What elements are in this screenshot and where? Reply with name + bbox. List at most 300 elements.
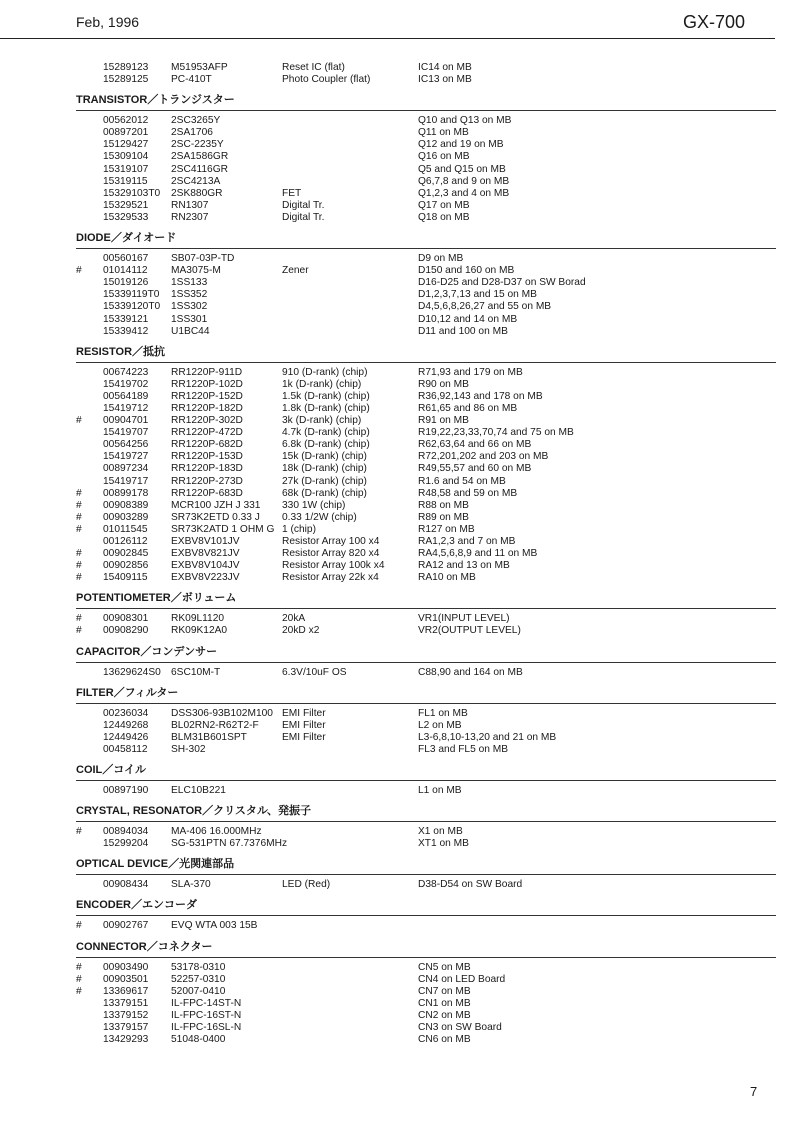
- part-description: 2SC4213A: [171, 175, 221, 187]
- part-number: 00903501: [103, 973, 149, 985]
- part-location: R72,201,202 and 203 on MB: [418, 451, 549, 463]
- part-row: [76, 667, 776, 679]
- part-spec: 1.8k (D-rank) (chip): [282, 402, 370, 414]
- part-row: [76, 265, 776, 277]
- part-number: 12449268: [103, 719, 149, 731]
- part-description: RN1307: [171, 199, 209, 211]
- part-row: [76, 451, 776, 463]
- part-number: 15289125: [103, 74, 149, 86]
- part-location: CN4 on LED Board: [418, 973, 506, 985]
- safety-mark: #: [76, 560, 82, 572]
- part-row: [76, 1022, 776, 1034]
- section-divider: [76, 248, 776, 249]
- part-location: L2 on MB: [418, 719, 462, 731]
- part-location: Q1,2,3 and 4 on MB: [418, 187, 510, 199]
- part-number: 00908290: [103, 625, 149, 637]
- part-spec: 6.8k (D-rank) (chip): [282, 439, 370, 451]
- part-number: 00562012: [103, 115, 149, 127]
- part-number: 00899178: [103, 487, 149, 499]
- part-row: [76, 415, 776, 427]
- parts-list: [76, 62, 776, 1046]
- page-number: 7: [750, 1084, 758, 1099]
- safety-mark: #: [76, 548, 82, 560]
- part-description: RR1220P-182D: [171, 402, 243, 414]
- part-location: R71,93 and 179 on MB: [418, 366, 523, 378]
- part-number: 01014112: [103, 265, 148, 277]
- part-number: 15339121: [103, 313, 149, 325]
- part-row: [76, 1010, 776, 1022]
- part-number: 15419727: [103, 451, 149, 463]
- part-description: EXBV8V101JV: [171, 536, 240, 547]
- part-row: [76, 62, 776, 74]
- part-description: RR1220P-183D: [171, 463, 243, 475]
- part-spec: 910 (D-rank) (chip): [282, 366, 368, 378]
- parts-section: [76, 644, 776, 679]
- part-location: R61,65 and 86 on MB: [418, 402, 518, 414]
- part-location: CN6 on MB: [418, 1034, 471, 1046]
- part-location: VR2(OUTPUT LEVEL): [418, 625, 521, 637]
- part-number: 00902767: [103, 920, 149, 932]
- part-number: 15419702: [103, 378, 149, 390]
- part-row: [76, 500, 776, 512]
- part-description: 52257-0310: [171, 973, 226, 985]
- part-spec: Digital Tr.: [282, 211, 325, 223]
- part-location: R89 on MB: [418, 511, 469, 523]
- section-divider: [76, 874, 776, 875]
- part-number: 00904701: [103, 415, 149, 427]
- part-location: CN1 on MB: [418, 997, 471, 1009]
- part-location: CN3 on SW Board: [418, 1021, 502, 1033]
- part-row: [76, 367, 776, 379]
- part-spec: 20kA: [282, 613, 306, 625]
- section-title: TRANSISTOR／トランジスター: [76, 94, 235, 107]
- part-number: 00564189: [103, 390, 149, 402]
- part-row: [76, 625, 776, 637]
- part-spec: 330 1W (chip): [282, 499, 346, 511]
- part-row: [76, 427, 776, 439]
- part-spec: 6.3V/10uF OS: [282, 666, 347, 678]
- part-row: [76, 920, 776, 932]
- part-location: FL3 and FL5 on MB: [418, 743, 509, 755]
- part-description: RR1220P-683D: [171, 487, 243, 499]
- part-location: IC13 on MB: [418, 74, 472, 86]
- part-location: X1 on MB: [418, 826, 463, 838]
- part-location: FL1 on MB: [418, 707, 468, 719]
- part-description: EXBV8V821JV: [171, 548, 240, 560]
- part-description: RR1220P-911D: [171, 366, 243, 378]
- part-row: [76, 277, 776, 289]
- part-location: IC14 on MB: [418, 62, 472, 73]
- part-location: CN5 on MB: [418, 961, 471, 973]
- section-title: RESISTOR／抵抗: [76, 345, 166, 358]
- part-number: 15339412: [103, 325, 149, 337]
- part-description: 1SS302: [171, 301, 208, 313]
- safety-mark: #: [76, 415, 82, 427]
- part-number: 13429293: [103, 1034, 149, 1046]
- part-row: [76, 572, 776, 584]
- section-divider: [76, 110, 776, 111]
- part-description: 53178-0310: [171, 961, 226, 973]
- part-location: D9 on MB: [418, 253, 464, 265]
- part-row: [76, 289, 776, 301]
- parts-section: [76, 344, 776, 585]
- part-row: [76, 176, 776, 188]
- safety-mark: #: [76, 511, 82, 523]
- part-row: [76, 720, 776, 732]
- part-description: ELC10B221: [171, 785, 226, 797]
- part-description: U1BC44: [171, 325, 210, 337]
- part-number: 15019126: [103, 277, 149, 289]
- part-number: 15419717: [103, 475, 149, 487]
- part-spec: Reset IC (flat): [282, 62, 345, 73]
- section-divider: [76, 957, 776, 958]
- section-title: CAPACITOR／コンデンサー: [76, 645, 218, 658]
- part-description: 1SS301: [171, 313, 208, 325]
- part-row: [76, 962, 776, 974]
- part-row: [76, 74, 776, 86]
- part-row: [76, 115, 776, 127]
- part-spec: 20kD x2: [282, 625, 320, 637]
- part-description: BL02RN2-R62T2-F: [171, 719, 259, 731]
- part-number: 00894034: [103, 826, 149, 838]
- part-number: 15419707: [103, 427, 149, 439]
- part-spec: FET: [282, 187, 302, 199]
- part-row: [76, 826, 776, 838]
- part-number: 00126112: [103, 536, 148, 547]
- part-row: [76, 613, 776, 625]
- part-description: 2SC3265Y: [171, 115, 221, 127]
- part-number: 00903490: [103, 961, 149, 973]
- part-location: R19,22,23,33,70,74 and 75 on MB: [418, 427, 574, 439]
- part-description: 6SC10M-T: [171, 666, 221, 678]
- part-location: Q16 on MB: [418, 151, 470, 163]
- part-number: 15409115: [103, 572, 148, 584]
- part-description: SH-302: [171, 743, 206, 755]
- part-row: [76, 512, 776, 524]
- part-row: [76, 151, 776, 163]
- part-number: 15289123: [103, 62, 149, 73]
- part-description: SG-531PTN 67.7376MHz: [171, 838, 288, 850]
- part-number: 01011545: [103, 523, 148, 535]
- part-number: 00902856: [103, 560, 149, 572]
- parts-section: [76, 762, 776, 797]
- part-spec: Resistor Array 100k x4: [282, 560, 385, 572]
- part-spec: 4.7k (D-rank) (chip): [282, 427, 370, 439]
- part-description: RK09L1120: [171, 613, 225, 625]
- parts-section: [76, 590, 776, 637]
- part-description: 1SS352: [171, 289, 208, 301]
- part-row: [76, 974, 776, 986]
- part-location: L3-6,8,10-13,20 and 21 on MB: [418, 731, 557, 743]
- part-description: RR1220P-682D: [171, 439, 243, 451]
- section-title: CRYSTAL, RESONATOR／クリスタル、発振子: [76, 805, 311, 818]
- parts-section: [76, 230, 776, 338]
- part-number: 00236034: [103, 707, 149, 719]
- part-location: D1,2,3,7,13 and 15 on MB: [418, 289, 537, 301]
- section-divider: [76, 608, 776, 609]
- part-location: D4,5,6,8,26,27 and 55 on MB: [418, 301, 552, 313]
- part-row: [76, 986, 776, 998]
- part-location: R88 on MB: [418, 499, 469, 511]
- part-spec: 0.33 1/2W (chip): [282, 511, 357, 523]
- section-divider: [76, 703, 776, 704]
- part-spec: 15k (D-rank) (chip): [282, 451, 367, 463]
- part-row: [76, 732, 776, 744]
- part-description: 51048-0400: [171, 1034, 226, 1046]
- part-location: R90 on MB: [418, 378, 469, 390]
- parts-section: [76, 92, 776, 224]
- part-number: 00908389: [103, 499, 149, 511]
- part-number: 00560167: [103, 253, 149, 265]
- part-number: 13379152: [103, 1009, 149, 1021]
- part-spec: Resistor Array 820 x4: [282, 548, 380, 560]
- part-description: RR1220P-302D: [171, 415, 243, 427]
- part-location: RA1,2,3 and 7 on MB: [418, 536, 516, 547]
- part-number: 15329521: [103, 199, 149, 211]
- part-location: D16-D25 and D28-D37 on SW Borad: [418, 277, 586, 289]
- section-title: FILTER／フィルター: [76, 686, 179, 699]
- part-spec: Photo Coupler (flat): [282, 74, 371, 86]
- part-location: CN7 on MB: [418, 985, 471, 997]
- part-row: [76, 391, 776, 403]
- part-description: EXBV8V223JV: [171, 572, 240, 584]
- part-number: 13379151: [103, 997, 149, 1009]
- part-description: M51953AFP: [171, 62, 228, 73]
- part-number: 00564256: [103, 439, 149, 451]
- part-spec: 27k (D-rank) (chip): [282, 475, 367, 487]
- part-description: 1SS133: [171, 277, 208, 289]
- part-row: [76, 785, 776, 797]
- part-row: [76, 463, 776, 475]
- safety-mark: #: [76, 613, 82, 625]
- part-number: 15299204: [103, 838, 149, 850]
- part-row: [76, 403, 776, 415]
- part-description: 52007-0410: [171, 985, 226, 997]
- part-row: [76, 127, 776, 139]
- parts-section: [76, 897, 776, 932]
- part-row: [76, 439, 776, 451]
- model-name: GX-700: [683, 12, 746, 32]
- part-spec: LED (Red): [282, 879, 331, 891]
- part-location: Q17 on MB: [418, 199, 470, 211]
- part-location: RA12 and 13 on MB: [418, 560, 510, 572]
- part-location: R91 on MB: [418, 415, 469, 427]
- part-description: RR1220P-273D: [171, 475, 243, 487]
- part-spec: 1.5k (D-rank) (chip): [282, 390, 370, 402]
- part-description: SR73K2ETD 0.33 J: [171, 511, 260, 523]
- part-spec: EMI Filter: [282, 731, 326, 743]
- section-divider: [76, 915, 776, 916]
- document-date: Feb, 1996: [76, 14, 140, 30]
- part-number: 13379157: [103, 1021, 149, 1033]
- part-location: C88,90 and 164 on MB: [418, 666, 523, 678]
- part-spec: 18k (D-rank) (chip): [282, 463, 367, 475]
- safety-mark: #: [76, 961, 82, 973]
- parts-section: [76, 803, 776, 850]
- safety-mark: #: [76, 973, 82, 985]
- part-number: 00903289: [103, 511, 149, 523]
- part-row: [76, 488, 776, 500]
- safety-mark: #: [76, 572, 82, 584]
- part-row: [76, 744, 776, 756]
- safety-mark: #: [76, 920, 82, 932]
- part-description: RK09K12A0: [171, 625, 228, 637]
- part-description: RR1220P-102D: [171, 378, 243, 390]
- part-location: XT1 on MB: [418, 838, 469, 850]
- part-location: Q11 on MB: [418, 127, 469, 139]
- part-number: 15329533: [103, 211, 149, 223]
- section-divider: [76, 662, 776, 663]
- part-location: Q5 and Q15 on MB: [418, 163, 506, 175]
- part-location: CN2 on MB: [418, 1009, 471, 1021]
- part-description: SR73K2ATD 1 OHM G: [171, 523, 275, 535]
- part-description: EVQ WTA 003 15B: [171, 920, 258, 932]
- part-spec: EMI Filter: [282, 719, 326, 731]
- part-row: [76, 314, 776, 326]
- part-description: 2SC-2235Y: [171, 139, 224, 151]
- safety-mark: #: [76, 523, 82, 535]
- part-description: IL-FPC-16ST-N: [171, 1009, 242, 1021]
- part-row: [76, 212, 776, 224]
- part-row: [76, 998, 776, 1010]
- part-number: 15339119T0: [103, 289, 160, 301]
- part-spec: 1 (chip): [282, 523, 316, 535]
- part-number: 00897201: [103, 127, 149, 139]
- part-description: MA-406 16.000MHz: [171, 826, 262, 838]
- part-description: MA3075-M: [171, 265, 221, 277]
- safety-mark: #: [76, 487, 82, 499]
- part-number: 00897234: [103, 463, 149, 475]
- part-spec: Resistor Array 100 x4: [282, 536, 380, 547]
- part-row: [76, 253, 776, 265]
- part-description: 2SA1706: [171, 127, 213, 139]
- part-description: EXBV8V104JV: [171, 560, 240, 572]
- section-divider: [76, 362, 776, 363]
- part-location: R49,55,57 and 60 on MB: [418, 463, 532, 475]
- part-row: [76, 548, 776, 560]
- part-spec: 3k (D-rank) (chip): [282, 415, 362, 427]
- part-row: [76, 301, 776, 313]
- part-row: [76, 188, 776, 200]
- part-spec: 1k (D-rank) (chip): [282, 378, 362, 390]
- parts-section: [76, 939, 776, 1047]
- part-description: BLM31B601SPT: [171, 731, 247, 743]
- part-description: RR1220P-472D: [171, 427, 243, 439]
- part-location: R127 on MB: [418, 523, 475, 535]
- part-description: IL-FPC-14ST-N: [171, 997, 242, 1009]
- part-number: 15419712: [103, 402, 149, 414]
- part-description: 2SC4116GR: [171, 163, 229, 175]
- part-number: 00908434: [103, 879, 149, 891]
- part-location: RA4,5,6,8,9 and 11 on MB: [418, 548, 538, 560]
- part-number: 00908301: [103, 613, 149, 625]
- section-title: DIODE／ダイオード: [76, 232, 177, 245]
- part-location: D150 and 160 on MB: [418, 265, 515, 277]
- part-location: Q18 on MB: [418, 211, 470, 223]
- part-row: [76, 536, 776, 548]
- part-description: RR1220P-153D: [171, 451, 243, 463]
- part-spec: Resistor Array 22k x4: [282, 572, 379, 584]
- part-number: 15309104: [103, 151, 149, 163]
- part-description: SLA-370: [171, 879, 211, 891]
- part-location: R1.6 and 54 on MB: [418, 475, 506, 487]
- header-divider: [0, 38, 775, 39]
- safety-mark: #: [76, 265, 82, 277]
- part-description: DSS306-93B102M100: [171, 707, 273, 719]
- part-description: 2SK880GR: [171, 187, 223, 199]
- safety-mark: #: [76, 826, 82, 838]
- part-number: 13369617: [103, 985, 149, 997]
- section-title: ENCODER／エンコーダ: [76, 899, 198, 912]
- section-title: POTENTIOMETER／ボリューム: [76, 592, 237, 605]
- part-location: Q12 and 19 on MB: [418, 139, 504, 151]
- part-location: VR1(INPUT LEVEL): [418, 613, 510, 625]
- part-description: RN2307: [171, 211, 209, 223]
- part-row: [76, 524, 776, 536]
- parts-section: [76, 685, 776, 756]
- parts-section: [76, 856, 776, 891]
- part-row: [76, 379, 776, 391]
- part-row: [76, 1034, 776, 1046]
- top-parts-group: [76, 62, 776, 86]
- part-description: 2SA1586GR: [171, 151, 229, 163]
- part-row: [76, 139, 776, 151]
- part-location: D10,12 and 14 on MB: [418, 313, 518, 325]
- part-location: R62,63,64 and 66 on MB: [418, 439, 532, 451]
- part-location: RA10 on MB: [418, 572, 476, 584]
- part-spec: 68k (D-rank) (chip): [282, 487, 367, 499]
- part-row: [76, 838, 776, 850]
- part-row: [76, 164, 776, 176]
- part-row: [76, 476, 776, 488]
- part-spec: EMI Filter: [282, 707, 326, 719]
- part-number: 15129427: [103, 139, 149, 151]
- part-location: D11 and 100 on MB: [418, 325, 508, 337]
- part-number: 00902845: [103, 548, 149, 560]
- part-number: 15319115: [103, 175, 148, 187]
- section-divider: [76, 821, 776, 822]
- part-number: 15319107: [103, 163, 149, 175]
- part-number: 00674223: [103, 366, 149, 378]
- section-title: CONNECTOR／コネクター: [76, 940, 213, 953]
- part-number: 15339120T0: [103, 301, 161, 313]
- part-description: PC-410T: [171, 74, 212, 86]
- part-location: R36,92,143 and 178 on MB: [418, 390, 543, 402]
- part-number: 12449426: [103, 731, 149, 743]
- part-row: [76, 879, 776, 891]
- safety-mark: #: [76, 499, 82, 511]
- part-spec: Zener: [282, 265, 309, 277]
- part-location: Q10 and Q13 on MB: [418, 115, 512, 127]
- part-number: 00897190: [103, 785, 149, 797]
- section-divider: [76, 780, 776, 781]
- part-description: IL-FPC-16SL-N: [171, 1021, 242, 1033]
- part-location: R48,58 and 59 on MB: [418, 487, 518, 499]
- part-number: 00458112: [103, 743, 148, 755]
- section-title: OPTICAL DEVICE／光関連部品: [76, 858, 235, 871]
- part-number: 15329103T0: [103, 187, 161, 199]
- part-spec: Digital Tr.: [282, 199, 325, 211]
- part-number: 13629624S0: [103, 666, 161, 678]
- safety-mark: #: [76, 985, 82, 997]
- section-title: COIL／コイル: [76, 764, 146, 777]
- part-location: L1 on MB: [418, 785, 462, 797]
- part-description: SB07-03P-TD: [171, 253, 235, 265]
- safety-mark: #: [76, 625, 82, 637]
- part-row: [76, 200, 776, 212]
- part-location: Q6,7,8 and 9 on MB: [418, 175, 510, 187]
- part-row: [76, 708, 776, 720]
